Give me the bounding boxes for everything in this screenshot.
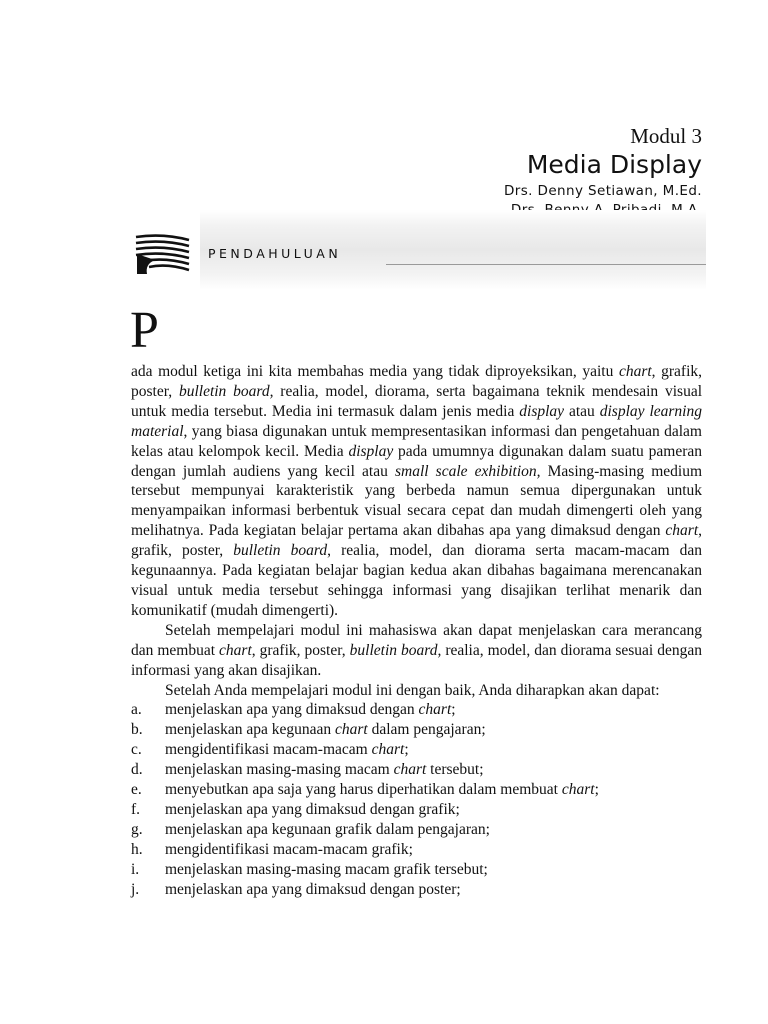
italic-term: bulletin board bbox=[233, 542, 328, 560]
objective-item bbox=[131, 700, 702, 720]
text-run: atau bbox=[564, 402, 600, 420]
section-logo-icon bbox=[135, 234, 191, 276]
objective-item bbox=[131, 860, 702, 880]
italic-term: chart bbox=[335, 721, 368, 739]
text-run: menjelaskan apa yang dimaksud dengan poster; bbox=[165, 880, 461, 898]
section-heading: PENDAHULUAN bbox=[208, 246, 342, 261]
italic-term: chart bbox=[219, 641, 252, 659]
objective-item bbox=[131, 760, 702, 780]
text-run: Setelah mempelajari modul ini mahasiswa akan dapat menjelaskan cara merancang dan membuat bbox=[131, 621, 702, 659]
text-run: mengidentifikasi macam-macam bbox=[165, 741, 372, 759]
italic-term: chart bbox=[618, 363, 652, 380]
objective-item bbox=[131, 880, 702, 900]
italic-term: bulletin board, bbox=[349, 641, 442, 659]
text-run: , yang biasa digunakan untuk mempresentasikan informasi dan pengetahuan dalam kelas atau kelompok kecil. Media bbox=[131, 422, 702, 460]
module-header bbox=[504, 124, 702, 220]
text-run: ; bbox=[594, 781, 599, 799]
italic-term: display bbox=[348, 442, 394, 460]
text-run: , realia, model, dan diorama serta macam-macam dan kegunaannya. Pada kegiatan belajar bagian kedua akan dibahas bagaimana merencanakan visual untuk media tersebut sehingga informasi yang disajikan terlihat menarik dan komunikatif (mudah dimengerti). bbox=[131, 542, 702, 619]
italic-term: display learning material bbox=[131, 402, 702, 440]
text-run: pada umumnya digunakan dalam suatu pameran dengan jumlah audiens yang kecil atau bbox=[131, 442, 702, 480]
italic-term: chart bbox=[371, 741, 405, 759]
objective-item bbox=[131, 820, 702, 840]
text-run: Masing-masing medium tersebut mempunyai karakteristik yang berbeda namun semua dipergunakan untuk menyampaikan informasi berbentuk visual secara cepat dan mudah dimengerti oleh yang melihatnya. Pada kegiatan belajar pertama akan dibahas apa yang dimaksud dengan bbox=[131, 462, 702, 540]
objective-letter: a. bbox=[131, 701, 142, 719]
text-run: menjelaskan apa kegunaan grafik dalam pengajaran; bbox=[165, 820, 490, 838]
text-run: Setelah Anda mempelajari modul ini dengan baik, Anda diharapkan akan dapat: bbox=[165, 681, 660, 699]
text-run: menjelaskan masing-masing macam bbox=[165, 761, 394, 779]
text-run: menjelaskan apa yang dimaksud dengan grafik; bbox=[165, 800, 460, 818]
intro-paragraph-1 bbox=[131, 362, 702, 621]
objective-letter: h. bbox=[131, 840, 143, 858]
text-run: , grafik, poster, bbox=[251, 641, 350, 659]
author-1: Drs. Denny Setiawan, M.Ed. bbox=[503, 183, 702, 199]
italic-term: display bbox=[519, 402, 565, 420]
objective-item bbox=[131, 720, 702, 740]
italic-term: small scale exhibition, bbox=[394, 462, 541, 480]
objective-letter: i. bbox=[131, 860, 140, 878]
italic-term: chart bbox=[393, 761, 427, 779]
objective-letter: f. bbox=[131, 800, 141, 818]
objective-letter: j. bbox=[131, 880, 140, 898]
module-number: Modul 3 bbox=[630, 124, 702, 148]
italic-term: bulletin board, bbox=[178, 382, 274, 400]
objective-item bbox=[131, 780, 702, 800]
objective-item bbox=[131, 740, 702, 760]
text-run: ; bbox=[451, 701, 456, 719]
text-run: realia, model, diorama, serta bagaimana teknik mendesain visual untuk media tersebut. Media ini termasuk dalam jenis media bbox=[131, 382, 702, 420]
text-run: menjelaskan apa kegunaan bbox=[165, 721, 335, 739]
objective-item bbox=[131, 840, 702, 860]
italic-term: chart bbox=[665, 522, 699, 540]
section-rule bbox=[386, 264, 706, 265]
text-run: realia, model, dan diorama sesuai dengan informasi yang akan disajikan. bbox=[131, 641, 702, 679]
text-run: menjelaskan masing-masing macam grafik tersebut; bbox=[165, 860, 488, 878]
text-run: dalam pengajaran; bbox=[367, 721, 486, 739]
text-run: , grafik, poster, bbox=[131, 363, 702, 400]
objective-letter: e. bbox=[131, 781, 142, 799]
italic-term: chart bbox=[561, 781, 595, 799]
objective-letter: c. bbox=[131, 741, 142, 759]
text-run: ; bbox=[404, 741, 409, 759]
module-title: Media Display bbox=[526, 150, 702, 179]
objective-letter: b. bbox=[131, 721, 143, 739]
text-run: menyebutkan apa saja yang harus diperhatikan dalam membuat bbox=[165, 781, 562, 799]
objectives-list bbox=[131, 700, 702, 899]
intro-paragraph-2 bbox=[131, 621, 702, 681]
objective-letter: d. bbox=[131, 761, 143, 779]
italic-term: chart bbox=[418, 701, 452, 719]
text-run: , grafik, poster, bbox=[131, 522, 702, 560]
text-run: tersebut; bbox=[426, 761, 484, 779]
text-run: mengidentifikasi macam-macam grafik; bbox=[165, 840, 413, 858]
text-run: ada modul ketiga ini kita membahas media yang tidak diproyeksikan, yaitu bbox=[131, 363, 619, 380]
drop-cap: P bbox=[130, 302, 159, 359]
objective-item bbox=[131, 800, 702, 820]
objective-letter: g. bbox=[131, 820, 143, 838]
body-text bbox=[131, 362, 702, 899]
intro-paragraph-3 bbox=[131, 681, 702, 701]
text-run: menjelaskan apa yang dimaksud dengan bbox=[165, 701, 419, 719]
